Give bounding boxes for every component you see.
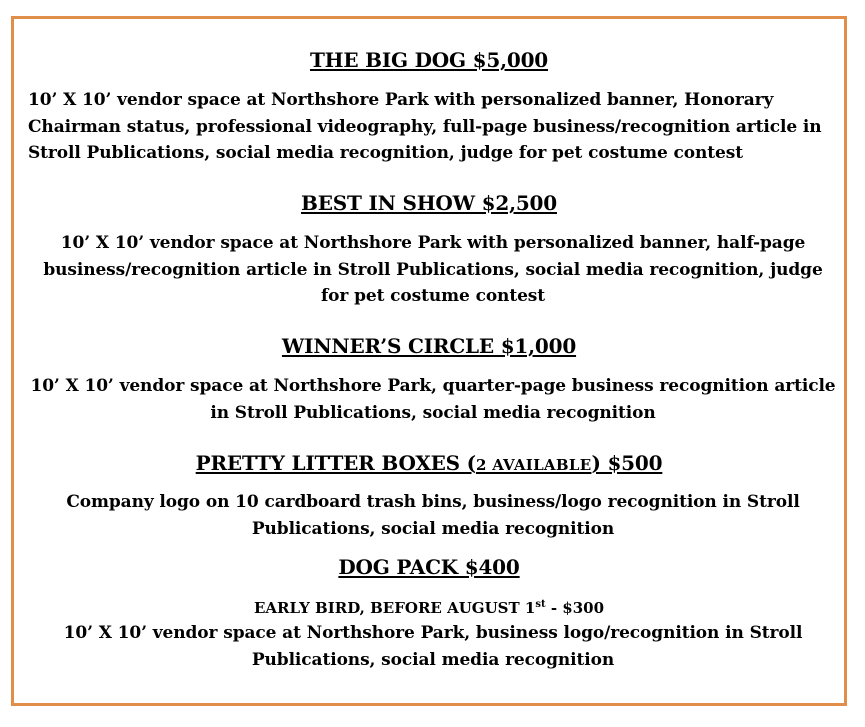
tier-title-best-in-show: BEST IN SHOW $2,500 xyxy=(301,191,557,215)
sponsorship-frame xyxy=(11,16,847,706)
tier-description-dog-pack: 10’ X 10’ vendor space at Northshore Park, business logo/recognition in Stroll Publications, social media recognition xyxy=(63,623,803,670)
tier-description-pretty-litter-boxes: Company logo on 10 cardboard trash bins, business/logo recognition in Stroll Publications, social media recognition xyxy=(66,492,800,539)
tier-description-best-in-show: 10’ X 10’ vendor space at Northshore Park with personalized banner, half-page business/recognition article in Stroll Publications, social media recognition, judge for pet costume contest xyxy=(43,233,823,306)
tier-title-suffix: ) $500 xyxy=(591,451,663,475)
tier-title-dog-pack: DOG PACK $400 xyxy=(338,555,520,579)
tier-description-big-dog: 10’ X 10’ vendor space at Northshore Park with personalized banner, Honorary Chairman status, professional videography, full-page business/recognition article in Stroll Publications, social media recognition, judge for pet costume contest xyxy=(28,90,822,163)
tier-title-prefix: PRETTY LITTER BOXES ( xyxy=(195,451,476,475)
tier-title-winners-circle: WINNER’S CIRCLE $1,000 xyxy=(281,334,577,358)
tier-title-pretty-litter-boxes xyxy=(14,451,844,475)
early-bird-ordinal: st xyxy=(535,599,546,610)
availability-note: 2 AVAILABLE xyxy=(475,456,592,474)
tier-description-winners-circle: 10’ X 10’ vendor space at Northshore Park, quarter-page business recognition article in Stroll Publications, social media recognition xyxy=(30,376,836,423)
early-bird-prefix: EARLY BIRD, BEFORE AUGUST 1 xyxy=(253,599,536,617)
early-bird-note xyxy=(14,599,844,617)
tier-title-big-dog: THE BIG DOG $5,000 xyxy=(309,48,549,72)
early-bird-suffix: - $300 xyxy=(545,599,605,617)
